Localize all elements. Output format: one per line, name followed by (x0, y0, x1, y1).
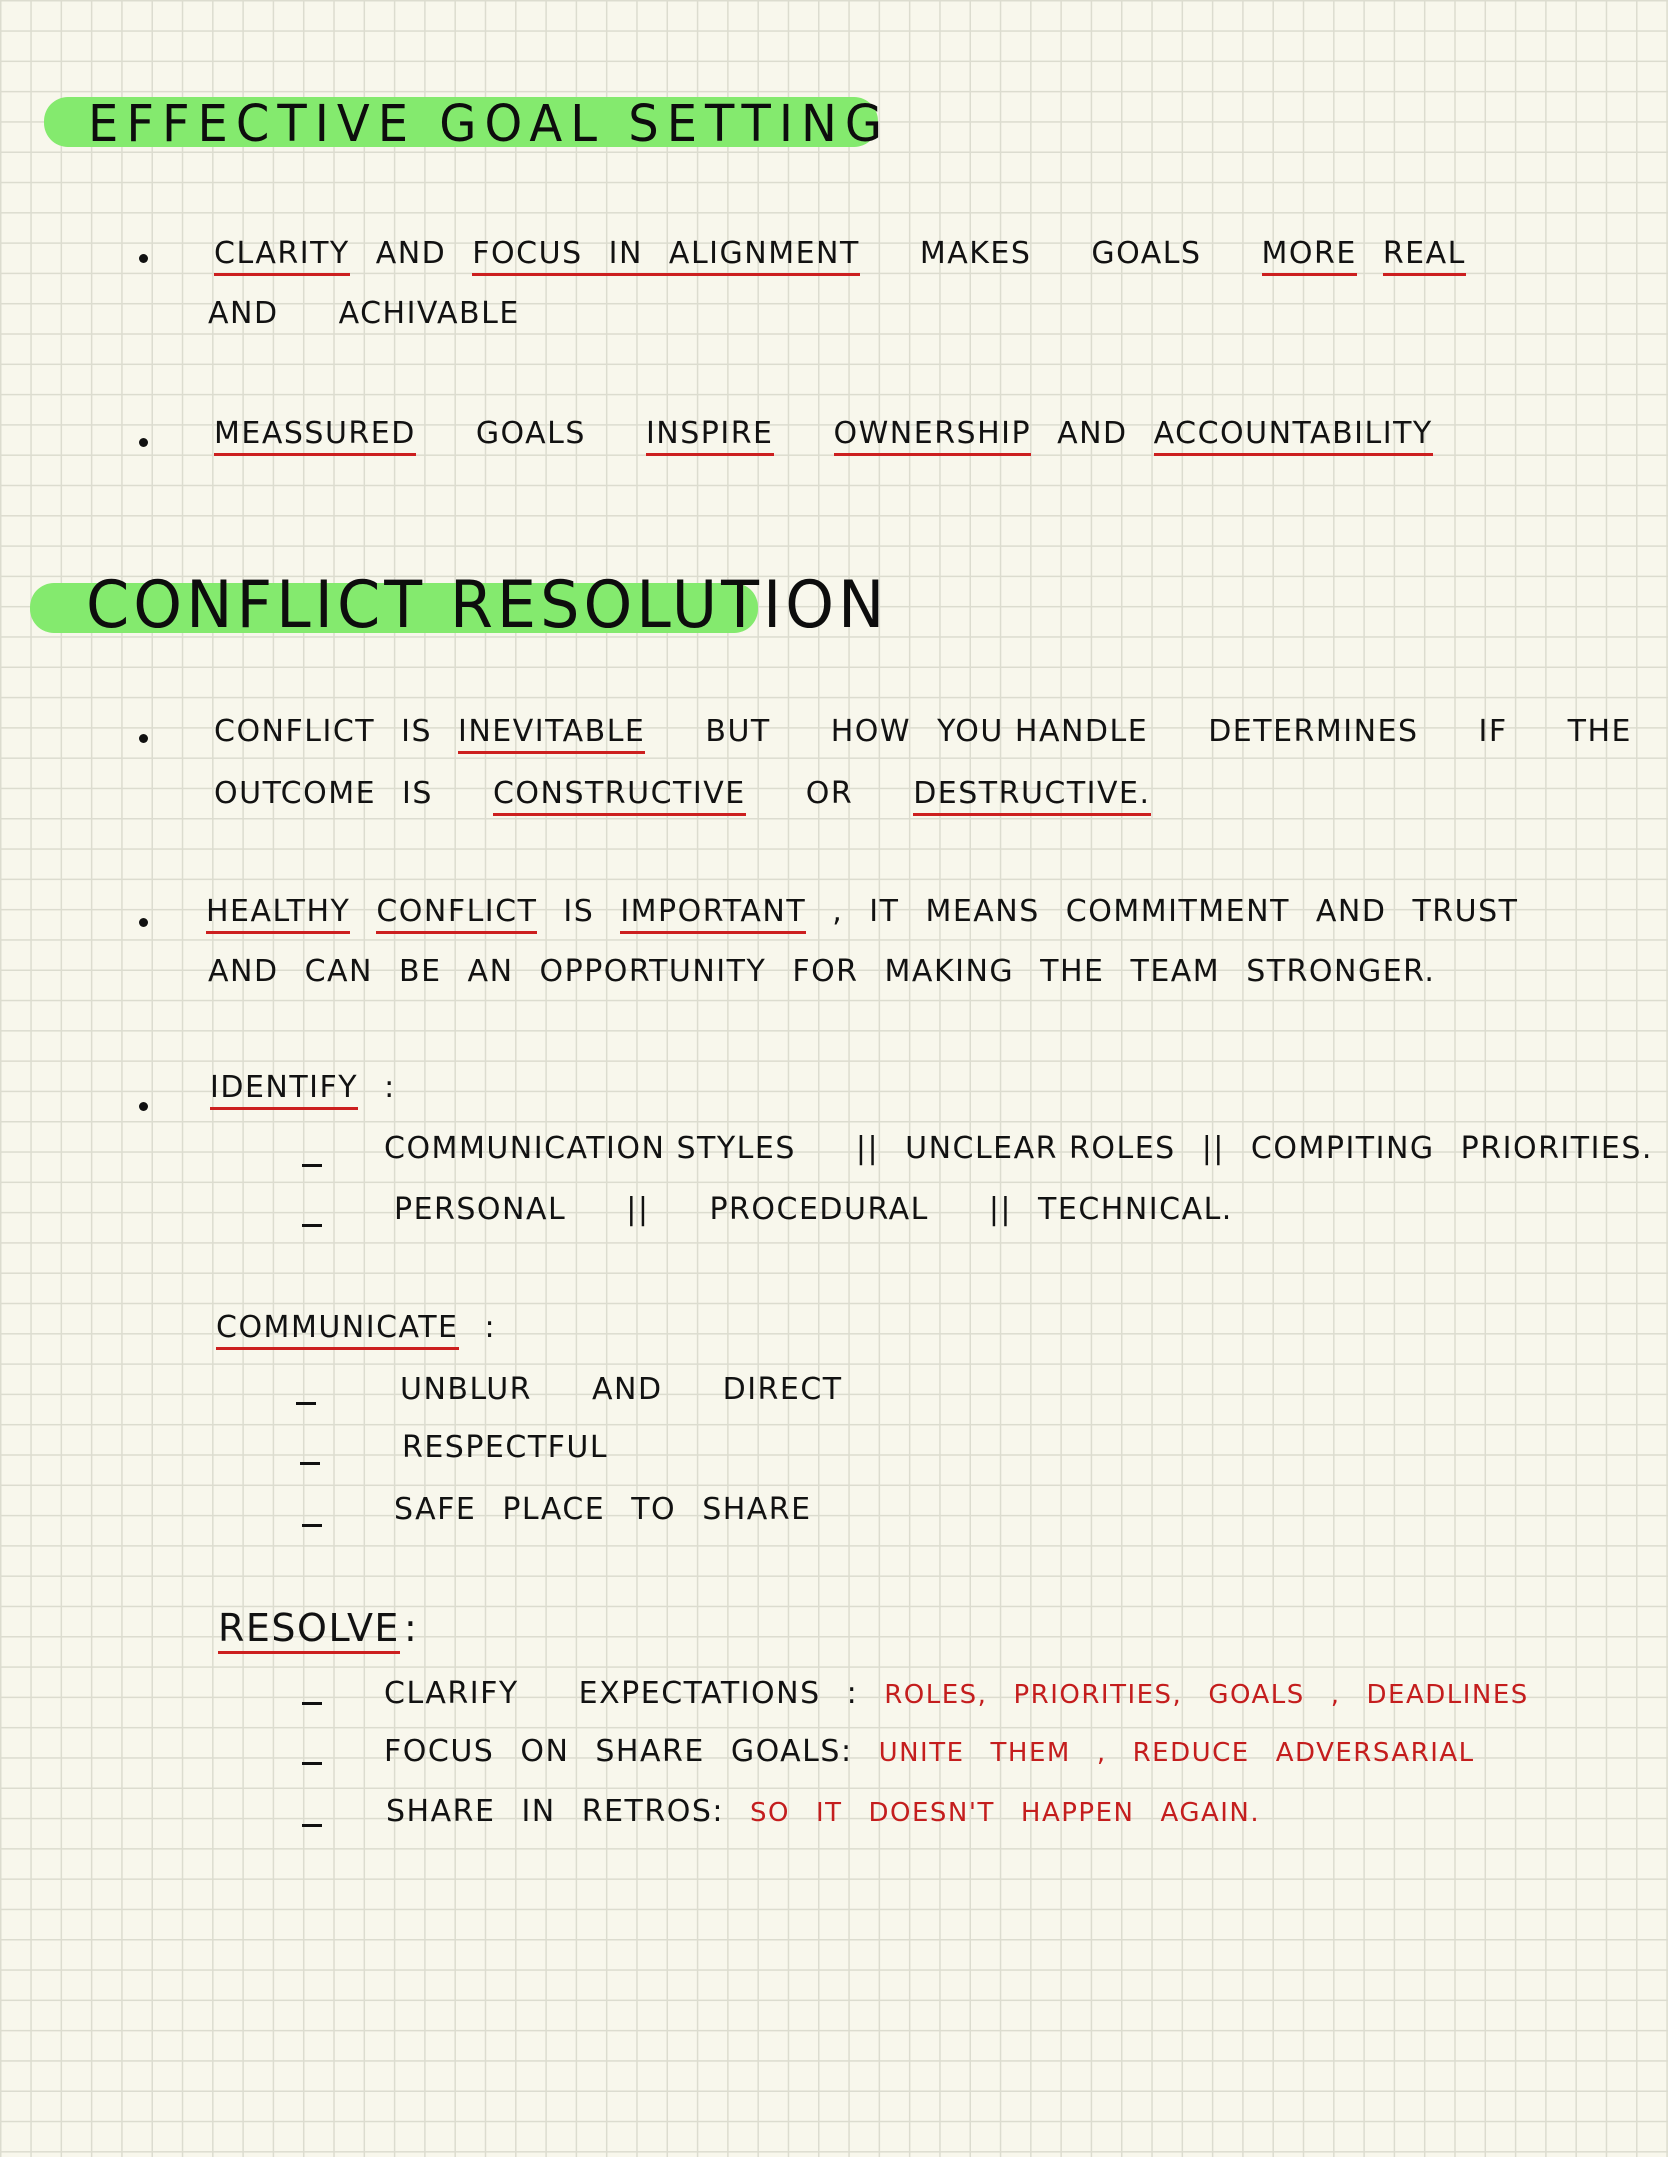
word: TEAM (1130, 954, 1221, 989)
word: GOALS: (730, 1734, 853, 1769)
note-line (384, 1734, 1501, 1771)
bullet (139, 734, 148, 743)
word: ROLES, (884, 1680, 988, 1710)
colon: : (403, 1606, 419, 1650)
word: ON (520, 1734, 570, 1769)
word: IN (583, 236, 643, 276)
word: ALIGNMENT (643, 236, 860, 276)
word: BE (399, 954, 442, 989)
word: SAFE (394, 1492, 477, 1527)
word: CONFLICT (214, 714, 376, 749)
word: MORE (1262, 236, 1357, 276)
word: AND (208, 296, 279, 331)
word: INSPIRE (646, 416, 774, 456)
word: PRIORITIES. (1460, 1131, 1653, 1166)
note-line (394, 1192, 1259, 1228)
dash (300, 1462, 320, 1465)
resolve-label: RESOLVE (218, 1606, 400, 1654)
word: SHARE (702, 1492, 812, 1527)
word: SHARE (595, 1734, 705, 1769)
identify-heading (210, 1070, 422, 1110)
word: THE (1040, 954, 1105, 989)
word: CLARIFY (384, 1676, 519, 1711)
colon: : (384, 1070, 396, 1105)
word: GOALS (475, 416, 586, 451)
word: CLARITY (214, 236, 350, 276)
dash (302, 1164, 322, 1167)
word: , (1330, 1680, 1341, 1710)
note-line (208, 296, 546, 332)
dash (296, 1402, 316, 1405)
word: THE (1567, 714, 1632, 749)
word: FOR (792, 954, 859, 989)
word: CONFLICT (376, 894, 537, 934)
word: IF (1478, 714, 1508, 749)
note-line (208, 954, 1461, 990)
word: AN (467, 954, 514, 989)
communicate-label: COMMUNICATE (216, 1310, 459, 1350)
word: TRUST (1412, 894, 1519, 929)
word: MEANS (925, 894, 1040, 929)
word: AND (208, 954, 279, 989)
word: HEALTHY (206, 894, 350, 934)
identify-label: IDENTIFY (210, 1070, 358, 1110)
bullet (139, 254, 148, 263)
word: AGAIN. (1160, 1798, 1261, 1828)
word: IS (563, 894, 595, 929)
word: DESTRUCTIVE. (913, 776, 1150, 816)
word: EXPECTATIONS (578, 1676, 821, 1711)
word: HAPPEN (1020, 1798, 1135, 1828)
note-line (214, 776, 1177, 816)
word: AND (1315, 894, 1387, 929)
word: : (846, 1676, 859, 1711)
section-title-conflict-resolution: CONFLICT RESOLUTION (86, 566, 889, 643)
word: || (988, 1192, 1013, 1227)
note-line (206, 894, 1544, 934)
word: PROCEDURAL (709, 1192, 929, 1227)
word: TECHNICAL. (1038, 1192, 1233, 1227)
word: INEVITABLE (458, 714, 645, 754)
dash (302, 1762, 322, 1765)
word: ACCOUNTABILITY (1154, 416, 1433, 456)
word: ADVERSARIAL (1275, 1738, 1475, 1768)
word: OUTCOME (214, 776, 377, 811)
word: REDUCE (1132, 1738, 1250, 1768)
word: || (626, 1192, 650, 1227)
word: GOALS (1208, 1680, 1305, 1710)
word: HOW (830, 714, 912, 749)
dash (302, 1702, 322, 1705)
word: MAKING (884, 954, 1015, 989)
word: AND (592, 1372, 663, 1407)
colon: : (484, 1310, 497, 1345)
word: OPPORTUNITY (539, 954, 767, 989)
bullet (139, 1102, 148, 1111)
word: IN (521, 1794, 556, 1829)
word: DIRECT (722, 1372, 843, 1407)
note-line (384, 1676, 1555, 1713)
word: IS (401, 714, 432, 749)
word: FOCUS (472, 236, 582, 276)
note-line (402, 1430, 634, 1466)
word: AND (1057, 416, 1128, 451)
word: AND (375, 236, 447, 271)
word: RETROS: (581, 1794, 724, 1829)
word: PERSONAL (394, 1192, 567, 1227)
communicate-heading (216, 1310, 522, 1350)
word: ACHIVABLE (338, 296, 520, 331)
word: IS (402, 776, 433, 811)
word: PRIORITIES, (1013, 1680, 1183, 1710)
bullet (139, 438, 148, 447)
word: COMMITMENT (1065, 894, 1290, 929)
section-title-goal-setting: EFFECTIVE GOAL SETTING (88, 94, 891, 154)
word: UNITE (878, 1738, 965, 1768)
note-line (386, 1794, 1286, 1831)
word: COMMUNICATION STYLES (384, 1131, 796, 1166)
word: , (1096, 1738, 1107, 1768)
word: RESPECTFUL (402, 1430, 609, 1465)
note-line (384, 1131, 1653, 1167)
dash (302, 1224, 322, 1227)
word: BUT (705, 714, 771, 749)
note-line (214, 236, 1492, 276)
word: SHARE (386, 1794, 496, 1829)
word: CAN (304, 954, 373, 989)
word: SO (749, 1798, 790, 1828)
word: CONSTRUCTIVE (493, 776, 746, 816)
word: TO (631, 1492, 677, 1527)
word: IT (869, 894, 900, 929)
word: IMPORTANT (620, 894, 806, 934)
word: , (832, 894, 844, 929)
word: MAKES (919, 236, 1032, 271)
resolve-heading (218, 1606, 444, 1654)
word: UNCLEAR ROLES (905, 1131, 1176, 1166)
word: || (1201, 1131, 1225, 1166)
word: IT (815, 1798, 843, 1828)
word: COMPITING (1250, 1131, 1435, 1166)
note-line (394, 1492, 838, 1528)
note-line (400, 1372, 869, 1408)
word: STRONGER. (1246, 954, 1436, 989)
word: DOESN'T (868, 1798, 995, 1828)
word: OR (805, 776, 854, 811)
note-line (214, 714, 1658, 754)
word: OWNERSHIP (834, 416, 1032, 456)
word: DETERMINES (1208, 714, 1419, 749)
dash (302, 1824, 322, 1827)
note-line (214, 416, 1459, 456)
word: || (855, 1131, 880, 1166)
word: GOALS (1091, 236, 1202, 271)
word: YOU HANDLE (937, 714, 1149, 749)
word: PLACE (502, 1492, 606, 1527)
bullet (139, 918, 148, 927)
word: DEADLINES (1366, 1680, 1529, 1710)
dash (302, 1524, 322, 1527)
word: MEASSURED (214, 416, 416, 456)
word: REAL (1383, 236, 1466, 276)
word: FOCUS (384, 1734, 495, 1769)
word: THEM (990, 1738, 1071, 1768)
word: UNBLUR (400, 1372, 533, 1407)
